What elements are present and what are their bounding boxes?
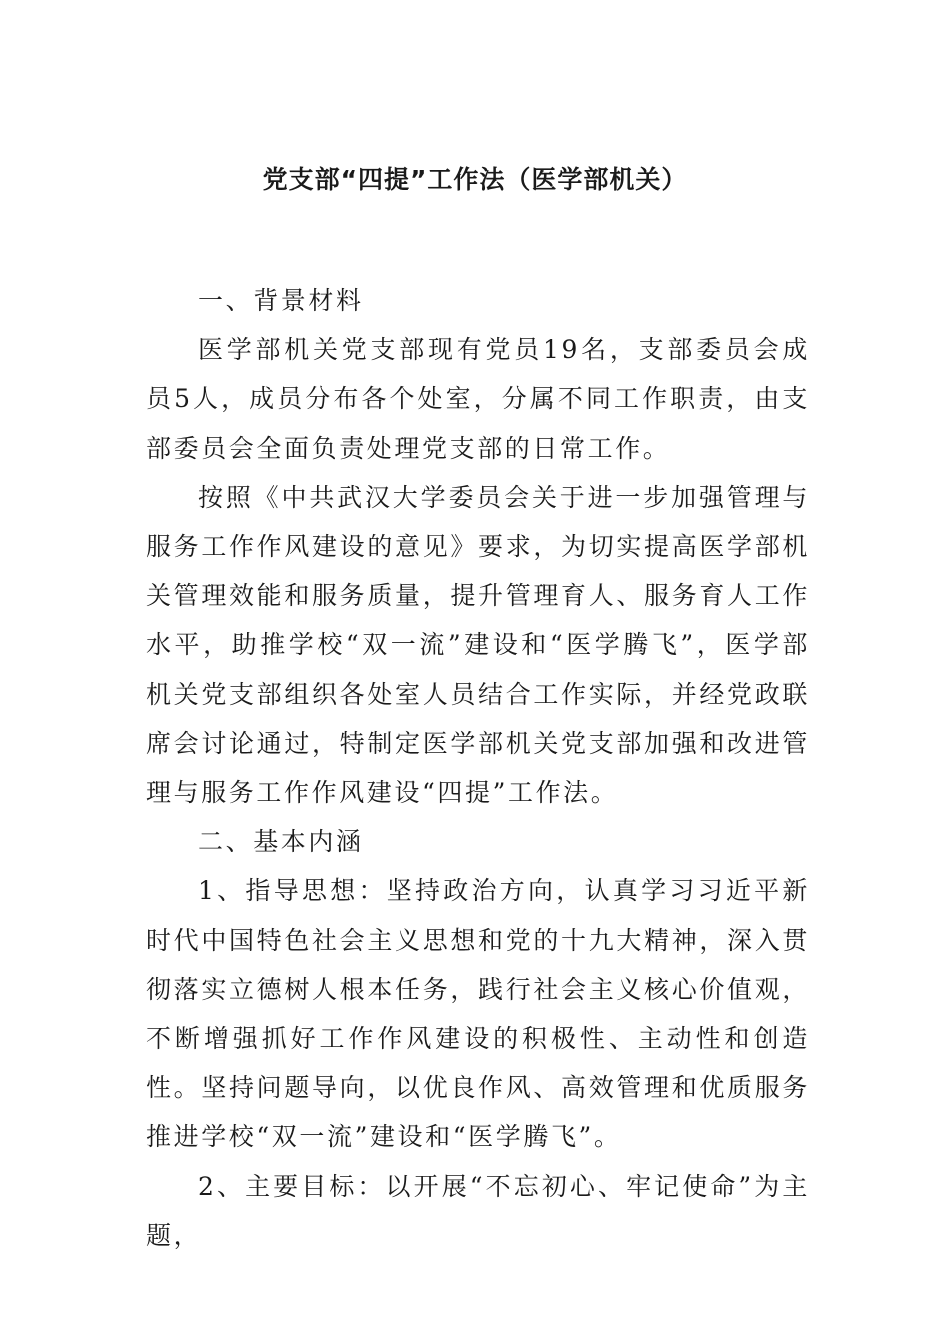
paragraph-members: 医学部机关党支部现有党员19名，支部委员会成员5人，成员分布各个处室，分属不同工作职责，由支部委员会全面负责处理党支部的日常工作。 — [146, 335, 810, 463]
document-body — [146, 276, 810, 1260]
document-title: 党支部“四提”工作法（医学部机关） — [262, 165, 688, 194]
paragraph-guiding-ideology: 1、指导思想：坚持政治方向，认真学习习近平新时代中国特色社会主义思想和党的十九大精神，深入贯彻落实立德树人根本任务，践行社会主义核心价值观，不断增强抓好工作作风建设的积极性、主动性和创造性。坚持问题导向，以优良作风、高效管理和优质服务推进学校“双一流”建设和“医学腾飞”。 — [146, 876, 810, 1152]
paragraph-main-goals: 2、主要目标：以开展“不忘初心、牢记使命”为主题， — [146, 1171, 810, 1250]
paragraph-purpose: 按照《中共武汉大学委员会关于进一步加强管理与服务工作作风建设的意见》要求，为切实提高医学部机关管理效能和服务质量，提升管理育人、服务育人工作水平，助推学校“双一流”建设和“医学腾飞”，医学部机关党支部组织各处室人员结合工作实际，并经党政联席会讨论通过，特制定医学部机关党支部加强和改进管理与服务工作作风建设“四提”工作法。 — [146, 482, 810, 808]
section-heading-connotation: 二、基本内涵 — [198, 827, 364, 857]
section-heading-background: 一、背景材料 — [198, 286, 364, 315]
